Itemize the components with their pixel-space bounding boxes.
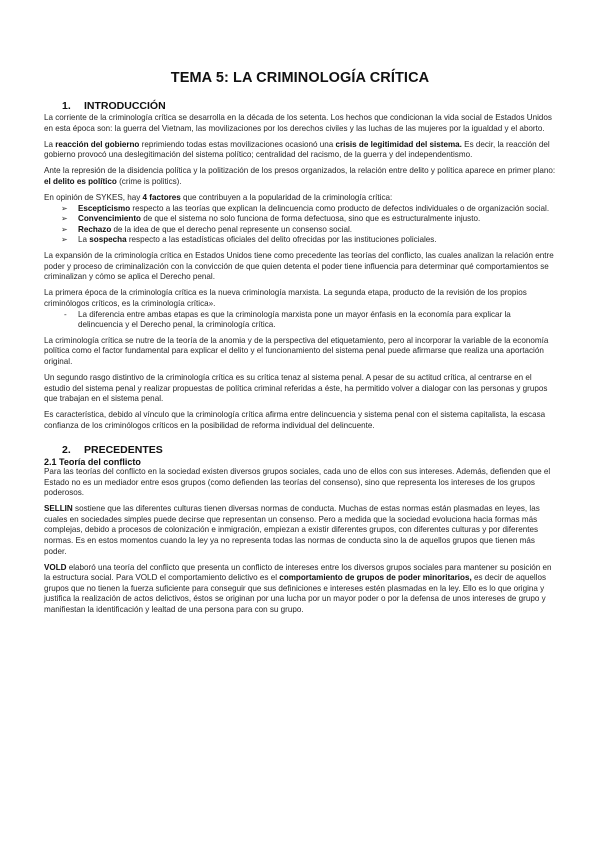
arrow-bullet-icon: ➢ <box>61 214 68 224</box>
section-heading-precedentes <box>44 444 556 456</box>
text-run: respecto a las estadísticas oficiales del delito ofrecidas por las instituciones policiales. <box>126 235 437 245</box>
precedentes-paragraph-2 <box>44 504 556 557</box>
dash-bullet-icon: - <box>64 309 67 319</box>
text-run: reprimiendo todas estas movilizaciones ocasionó una <box>139 139 336 149</box>
text-run: La <box>78 235 90 245</box>
intro-paragraph-3 <box>44 166 556 187</box>
factors-list <box>44 204 556 246</box>
text-run: sostiene que las diferentes culturas tienen diversas normas de conducta. Muchas de estas normas están plasmadas en leyes, las cuales en sociedades simples puede decirse que representan un consenso. Pero a medida que la sociedad evoluciona hacia formas más complejas, debido a procesos de colonización e inmigración, empiezan a existir diferentes grupos, con diferentes culturas y por diferentes normas. Es en estos momentos cuando la ley ya no representa todas las normas de conducta sino la de aquellos grupos que tienen más poder. <box>44 504 540 556</box>
arrow-bullet-icon: ➢ <box>61 235 68 245</box>
precedentes-paragraph-3 <box>44 563 556 616</box>
list-item <box>44 204 556 215</box>
document-title: TEMA 5: LA CRIMINOLOGÍA CRÍTICA <box>170 70 430 86</box>
bold-run: VOLD <box>44 562 67 572</box>
bold-run: SELLIN <box>44 504 73 514</box>
text-run: de la idea de que el derecho penal represente un consenso social. <box>111 224 353 234</box>
bold-run: crisis de legitimidad del sistema. <box>335 139 462 149</box>
text-run: La <box>44 139 56 149</box>
intro-paragraph-8: Un segundo rasgo distintivo de la criminología crítica es su crítica tenaz al sistema penal. A pesar de su actitud crítica, al centrarse en el estudio del sistema penal y realizar propuestas de política criminal referidas a éste, ha permitido volver a dialogar con las personas y grupos que trabajan en el sistema penal. <box>44 372 548 404</box>
text-run: (crime is politics). <box>116 176 182 186</box>
bold-run: Convencimiento <box>78 214 141 224</box>
section-number: 2. <box>62 443 71 456</box>
intro-paragraph-2 <box>44 140 556 161</box>
text-run: que contribuyen a la popularidad de la criminología crítica: <box>180 193 393 203</box>
precedentes-paragraph-1: Para las teorías del conflicto en la sociedad existen diversos grupos sociales, cada uno de ellos con sus intereses. Además, defienden que el Estado no es un mediador entre esos grupos (como defienden las teorías del consenso), sino que representa los intereses de los grupos poderosos. <box>44 466 551 498</box>
section-title: INTRODUCCIÓN <box>84 100 166 112</box>
bold-run: 4 factores <box>142 193 181 203</box>
text-run: es decir de aquellos grupos que no tienen la fuerza suficiente para conseguir que sus definiciones e intereses estén plasmadas en la ley. Ello es lo que origina y justifica la realización de actos delictivos, éstos se originan por una lucha por un mayor poder o por la defensa de unos intereses de grupo y manifiestan la identificación y lealtad de una persona para con su grupo. <box>44 573 547 615</box>
bold-run: Rechazo <box>78 224 112 234</box>
bold-run: reacción del gobierno <box>55 139 140 149</box>
text-run: Es decir, la reacción del gobierno provocó una deslegitimación del sistema político; centralidad del racismo, de la guerra y del independentismo. <box>44 139 550 160</box>
section-gap <box>44 437 556 444</box>
intro-paragraph-7: La criminología crítica se nutre de la teoría de la anomia y de la perspectiva del etiquetamiento, pero al incorporar la variable de la economía política como el factor fundamental para explicar el delito y el funcionamiento del sistema penal puede afirmarse que realiza una aportación original. <box>44 335 549 366</box>
bold-run: el delito es político <box>44 176 117 186</box>
intro-paragraph-1: La corriente de la criminología crítica se desarrolla en la década de los setenta. Los hechos que condicionan la vida social de Estados Unidos en esta época son: la guerra del Vietnam, las movilizaciones por los derechos civiles y las luchas de las mujeres por la igualdad y el aborto. <box>44 113 552 133</box>
list-item <box>44 225 556 236</box>
text-run: Ante la represión de la disidencia política y la politización de los presos organizados, la relación entre delito y política aparece en primer plano: <box>44 166 556 176</box>
section-number: 1. <box>62 100 71 112</box>
list-item <box>44 214 556 225</box>
text-run: de que el sistema no solo funciona de forma defectuosa, sino que es estructuralmente injusto. <box>140 214 481 224</box>
section-title: PRECEDENTES <box>84 443 163 456</box>
text-run: respecto a las teorías que explican la delincuencia como producto de defectos individuales o de organización social. <box>130 203 550 213</box>
intro-paragraph-4 <box>44 193 556 204</box>
arrow-bullet-icon: ➢ <box>61 203 68 213</box>
intro-paragraph-5: La expansión de la criminología crítica en Estados Unidos tiene como precedente las teorías del conflicto, las cuales analizan la relación entre poder y proceso de criminalización con la convicción de que quien detenta el poder tiene influencia para determinar qué comportamientos se criminalizan y cómo se aplica el Derecho penal. <box>44 251 554 282</box>
bold-run: sospecha <box>89 235 127 245</box>
text-run: elaboró una teoría del conflicto que presenta un conflicto de intereses entre los diversos grupos sociales para mantener su posición en la estructura social. Para VOLD el comportamiento delictivo es el <box>44 562 552 583</box>
bold-run: Escepticismo <box>78 203 131 213</box>
list-item <box>44 310 556 331</box>
text-run: En opinión de SYKES, hay <box>44 193 143 203</box>
text-run: La diferencia entre ambas etapas es que la criminología marxista pone un mayor énfasis en la economía para explicar la delincuencia y el Derecho penal, la criminología crítica. <box>78 309 511 330</box>
bold-run: comportamiento de grupos de poder minoritarios, <box>279 573 472 583</box>
intro-paragraph-9: Es característica, debido al vínculo que la criminología crítica afirma entre delincuencia y sistema penal con el sistema capitalista, la escasa confianza de los criminólogos críticos en la posibilidad de reforma individual del delincuente. <box>44 410 546 430</box>
section-heading-introduccion <box>44 100 556 112</box>
intro-paragraph-6: La primera época de la criminología crítica es la nueva criminología marxista. La segunda etapa, producto de la revisión de los propios criminólogos críticos, es la criminología crítica». <box>44 288 527 308</box>
arrow-bullet-icon: ➢ <box>61 224 68 234</box>
list-item <box>44 235 556 246</box>
subsection-heading: 2.1 Teoría del conflicto <box>44 456 141 467</box>
dash-list <box>44 310 556 331</box>
